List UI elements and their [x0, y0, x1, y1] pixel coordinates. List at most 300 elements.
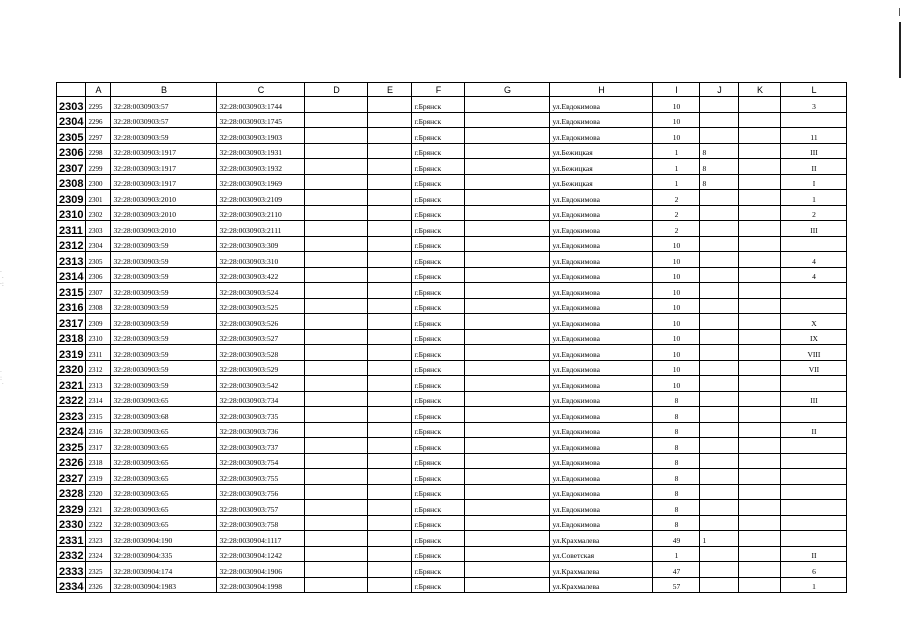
cell-i: 2: [653, 190, 700, 206]
cell-f: г.Брянск: [412, 376, 465, 392]
cell-f: г.Брянск: [412, 143, 465, 159]
cell-l: [781, 469, 847, 485]
cell-e: [368, 438, 412, 454]
row-number: 2306: [57, 143, 86, 159]
cell-b: 32:28:0030903:59: [111, 236, 217, 252]
cell-b: 32:28:0030903:65: [111, 515, 217, 531]
cell-i: 10: [653, 267, 700, 283]
cell-a: 2320: [86, 484, 111, 500]
cell-f: г.Брянск: [412, 531, 465, 547]
column-header-k: K: [739, 83, 781, 97]
cell-h: ул.Евдокимова: [550, 283, 653, 299]
cell-d: [305, 484, 368, 500]
cell-b: 32:28:0030903:59: [111, 283, 217, 299]
cell-e: [368, 298, 412, 314]
cell-c: 32:28:0030903:310: [217, 252, 305, 268]
row-number: 2318: [57, 329, 86, 345]
cell-c: 32:28:0030903:734: [217, 391, 305, 407]
cell-h: ул.Евдокимова: [550, 205, 653, 221]
cell-b: 32:28:0030903:65: [111, 500, 217, 516]
cell-c: 32:28:0030903:529: [217, 360, 305, 376]
cell-f: г.Брянск: [412, 128, 465, 144]
cell-h: ул.Евдокимова: [550, 453, 653, 469]
scan-mark: [899, 8, 900, 16]
cell-d: [305, 562, 368, 578]
cell-f: г.Брянск: [412, 577, 465, 593]
cell-g: [465, 298, 550, 314]
scan-noise: · : ·: [0, 369, 4, 388]
cell-d: [305, 112, 368, 128]
cell-l: 11: [781, 128, 847, 144]
cell-a: 2307: [86, 283, 111, 299]
cell-g: [465, 329, 550, 345]
cell-h: ул.Евдокимова: [550, 422, 653, 438]
cell-k: [739, 298, 781, 314]
cell-d: [305, 159, 368, 175]
cell-d: [305, 329, 368, 345]
cell-e: [368, 236, 412, 252]
cell-b: 32:28:0030904:174: [111, 562, 217, 578]
cell-c: 32:28:0030903:736: [217, 422, 305, 438]
cell-k: [739, 97, 781, 113]
row-number: 2317: [57, 314, 86, 330]
cell-l: 4: [781, 252, 847, 268]
cell-h: ул.Евдокимова: [550, 438, 653, 454]
cell-b: 32:28:0030903:59: [111, 314, 217, 330]
column-header-corner: [57, 83, 86, 97]
scan-noise: · · ·:: [0, 269, 4, 288]
cell-i: 1: [653, 159, 700, 175]
cell-l: II: [781, 422, 847, 438]
cell-k: [739, 345, 781, 361]
cell-j: [700, 112, 739, 128]
row-number: 2308: [57, 174, 86, 190]
row-number: 2316: [57, 298, 86, 314]
cell-c: 32:28:0030903:758: [217, 515, 305, 531]
cell-c: 32:28:0030903:756: [217, 484, 305, 500]
cell-j: [700, 205, 739, 221]
cell-e: [368, 159, 412, 175]
cell-g: [465, 453, 550, 469]
cell-a: 2325: [86, 562, 111, 578]
cell-a: 2302: [86, 205, 111, 221]
cell-c: 32:28:0030903:525: [217, 298, 305, 314]
cell-h: ул.Евдокимова: [550, 97, 653, 113]
cell-k: [739, 407, 781, 423]
cell-l: I: [781, 174, 847, 190]
cell-d: [305, 267, 368, 283]
table-row: [57, 128, 847, 144]
cell-l: III: [781, 391, 847, 407]
cell-l: VIII: [781, 345, 847, 361]
row-number: 2326: [57, 453, 86, 469]
cell-j: [700, 360, 739, 376]
cell-j: [700, 546, 739, 562]
table-row: [57, 531, 847, 547]
cell-d: [305, 143, 368, 159]
cell-h: ул.Евдокимова: [550, 500, 653, 516]
table-row: [57, 159, 847, 175]
cell-e: [368, 484, 412, 500]
cell-e: [368, 391, 412, 407]
cell-g: [465, 97, 550, 113]
column-header-l: L: [781, 83, 847, 97]
cell-i: 8: [653, 438, 700, 454]
cell-g: [465, 221, 550, 237]
cell-k: [739, 205, 781, 221]
spreadsheet-table: [56, 82, 847, 593]
column-header-e: E: [368, 83, 412, 97]
cell-j: [700, 407, 739, 423]
cell-k: [739, 159, 781, 175]
table-row: [57, 252, 847, 268]
cell-b: 32:28:0030903:1917: [111, 174, 217, 190]
cell-e: [368, 577, 412, 593]
cell-f: г.Брянск: [412, 391, 465, 407]
cell-a: 2296: [86, 112, 111, 128]
table-row: [57, 438, 847, 454]
cell-b: 32:28:0030903:65: [111, 438, 217, 454]
cell-a: 2301: [86, 190, 111, 206]
cell-l: [781, 236, 847, 252]
table-body: [57, 97, 847, 593]
cell-i: 10: [653, 329, 700, 345]
cell-k: [739, 252, 781, 268]
cell-j: [700, 236, 739, 252]
row-number: 2313: [57, 252, 86, 268]
cell-i: 57: [653, 577, 700, 593]
table-row: [57, 577, 847, 593]
cell-i: 10: [653, 97, 700, 113]
cell-h: ул.Евдокимова: [550, 112, 653, 128]
cell-k: [739, 515, 781, 531]
cell-k: [739, 422, 781, 438]
cell-j: [700, 314, 739, 330]
row-number: 2325: [57, 438, 86, 454]
cell-g: [465, 407, 550, 423]
cell-f: г.Брянск: [412, 252, 465, 268]
cell-i: 1: [653, 546, 700, 562]
cell-h: ул.Евдокимова: [550, 252, 653, 268]
cell-e: [368, 376, 412, 392]
cell-d: [305, 283, 368, 299]
cell-k: [739, 500, 781, 516]
table-row: [57, 143, 847, 159]
row-number: 2311: [57, 221, 86, 237]
cell-j: [700, 283, 739, 299]
cell-a: 2318: [86, 453, 111, 469]
cell-l: [781, 283, 847, 299]
cell-l: II: [781, 546, 847, 562]
cell-h: ул.Евдокимова: [550, 190, 653, 206]
cell-g: [465, 174, 550, 190]
cell-j: [700, 469, 739, 485]
cell-l: III: [781, 221, 847, 237]
cell-i: 8: [653, 453, 700, 469]
cell-f: г.Брянск: [412, 345, 465, 361]
cell-k: [739, 267, 781, 283]
cell-j: 1: [700, 531, 739, 547]
cell-j: [700, 298, 739, 314]
cell-f: г.Брянск: [412, 515, 465, 531]
cell-a: 2312: [86, 360, 111, 376]
cell-l: [781, 515, 847, 531]
row-number: 2304: [57, 112, 86, 128]
cell-g: [465, 546, 550, 562]
cell-h: ул.Крахмалева: [550, 562, 653, 578]
cell-a: 2297: [86, 128, 111, 144]
cell-j: [700, 345, 739, 361]
cell-e: [368, 562, 412, 578]
cell-e: [368, 469, 412, 485]
column-header-j: J: [700, 83, 739, 97]
table-row: [57, 422, 847, 438]
cell-l: [781, 531, 847, 547]
cell-l: 1: [781, 190, 847, 206]
cell-d: [305, 190, 368, 206]
cell-h: ул.Евдокимова: [550, 221, 653, 237]
cell-g: [465, 376, 550, 392]
table-row: [57, 407, 847, 423]
table-row: [57, 205, 847, 221]
cell-c: 32:28:0030904:1998: [217, 577, 305, 593]
cell-g: [465, 391, 550, 407]
table-row: [57, 391, 847, 407]
column-header-h: H: [550, 83, 653, 97]
cell-k: [739, 546, 781, 562]
cell-e: [368, 314, 412, 330]
cell-a: 2295: [86, 97, 111, 113]
cell-i: 8: [653, 500, 700, 516]
cell-b: 32:28:0030903:59: [111, 345, 217, 361]
cell-a: 2326: [86, 577, 111, 593]
cell-d: [305, 205, 368, 221]
cell-f: г.Брянск: [412, 174, 465, 190]
cell-d: [305, 128, 368, 144]
column-header-a: A: [86, 83, 111, 97]
cell-j: [700, 221, 739, 237]
cell-i: 2: [653, 221, 700, 237]
table-row: [57, 329, 847, 345]
cell-l: [781, 438, 847, 454]
cell-b: 32:28:0030903:59: [111, 298, 217, 314]
cell-h: ул.Евдокимова: [550, 469, 653, 485]
cell-g: [465, 159, 550, 175]
cell-i: 10: [653, 236, 700, 252]
cell-a: 2311: [86, 345, 111, 361]
table-row: [57, 283, 847, 299]
row-number: 2334: [57, 577, 86, 593]
cell-j: [700, 577, 739, 593]
cell-f: г.Брянск: [412, 500, 465, 516]
cell-e: [368, 515, 412, 531]
cell-a: 2324: [86, 546, 111, 562]
cell-l: [781, 376, 847, 392]
cell-i: 2: [653, 205, 700, 221]
column-header-i: I: [653, 83, 700, 97]
cell-h: ул.Евдокимова: [550, 267, 653, 283]
cell-k: [739, 143, 781, 159]
column-header-d: D: [305, 83, 368, 97]
table-row: [57, 190, 847, 206]
cell-f: г.Брянск: [412, 267, 465, 283]
cell-e: [368, 453, 412, 469]
cell-d: [305, 577, 368, 593]
cell-h: ул.Евдокимова: [550, 407, 653, 423]
cell-j: 8: [700, 143, 739, 159]
cell-h: ул.Евдокимова: [550, 314, 653, 330]
cell-h: ул.Евдокимова: [550, 128, 653, 144]
cell-j: [700, 422, 739, 438]
cell-h: ул.Евдокимова: [550, 484, 653, 500]
cell-c: 32:28:0030903:735: [217, 407, 305, 423]
cell-i: 8: [653, 391, 700, 407]
cell-e: [368, 500, 412, 516]
cell-g: [465, 422, 550, 438]
row-number: 2303: [57, 97, 86, 113]
cell-f: г.Брянск: [412, 190, 465, 206]
cell-h: ул.Советская: [550, 546, 653, 562]
cell-l: 2: [781, 205, 847, 221]
row-number: 2319: [57, 345, 86, 361]
cell-f: г.Брянск: [412, 329, 465, 345]
cell-i: 10: [653, 252, 700, 268]
table-row: [57, 469, 847, 485]
column-header-row: [57, 83, 847, 97]
cell-j: [700, 484, 739, 500]
cell-h: ул.Евдокимова: [550, 360, 653, 376]
cell-f: г.Брянск: [412, 97, 465, 113]
cell-d: [305, 438, 368, 454]
cell-c: 32:28:0030904:1117: [217, 531, 305, 547]
cell-a: 2322: [86, 515, 111, 531]
table-row: [57, 484, 847, 500]
cell-f: г.Брянск: [412, 360, 465, 376]
cell-f: г.Брянск: [412, 298, 465, 314]
cell-d: [305, 546, 368, 562]
cell-k: [739, 484, 781, 500]
cell-a: 2314: [86, 391, 111, 407]
cell-c: 32:28:0030903:737: [217, 438, 305, 454]
cell-l: VII: [781, 360, 847, 376]
cell-k: [739, 376, 781, 392]
cell-b: 32:28:0030903:59: [111, 329, 217, 345]
cell-j: [700, 500, 739, 516]
row-number: 2321: [57, 376, 86, 392]
cell-b: 32:28:0030903:65: [111, 453, 217, 469]
cell-c: 32:28:0030903:528: [217, 345, 305, 361]
cell-e: [368, 283, 412, 299]
cell-g: [465, 515, 550, 531]
cell-k: [739, 469, 781, 485]
cell-b: 32:28:0030903:59: [111, 267, 217, 283]
cell-e: [368, 252, 412, 268]
cell-h: ул.Бежицкая: [550, 159, 653, 175]
row-number: 2307: [57, 159, 86, 175]
cell-g: [465, 500, 550, 516]
cell-f: г.Брянск: [412, 546, 465, 562]
cell-g: [465, 236, 550, 252]
cell-k: [739, 174, 781, 190]
cell-k: [739, 562, 781, 578]
cell-h: ул.Крахмалева: [550, 531, 653, 547]
cell-b: 32:28:0030903:2010: [111, 205, 217, 221]
cell-j: [700, 97, 739, 113]
cell-g: [465, 360, 550, 376]
cell-d: [305, 500, 368, 516]
cell-c: 32:28:0030903:309: [217, 236, 305, 252]
cell-h: ул.Евдокимова: [550, 345, 653, 361]
cell-a: 2315: [86, 407, 111, 423]
cell-a: 2323: [86, 531, 111, 547]
cell-f: г.Брянск: [412, 283, 465, 299]
cell-d: [305, 221, 368, 237]
cell-l: [781, 407, 847, 423]
row-number: 2310: [57, 205, 86, 221]
table-row: [57, 236, 847, 252]
cell-l: X: [781, 314, 847, 330]
cell-g: [465, 484, 550, 500]
cell-f: г.Брянск: [412, 407, 465, 423]
cell-e: [368, 546, 412, 562]
cell-j: 8: [700, 159, 739, 175]
table-row: [57, 546, 847, 562]
cell-g: [465, 345, 550, 361]
row-number: 2330: [57, 515, 86, 531]
cell-g: [465, 562, 550, 578]
table-row: [57, 221, 847, 237]
cell-k: [739, 236, 781, 252]
cell-e: [368, 531, 412, 547]
cell-k: [739, 128, 781, 144]
cell-i: 1: [653, 143, 700, 159]
cell-e: [368, 112, 412, 128]
cell-b: 32:28:0030903:57: [111, 112, 217, 128]
table-row: [57, 562, 847, 578]
cell-c: 32:28:0030903:1744: [217, 97, 305, 113]
row-number: 2333: [57, 562, 86, 578]
cell-b: 32:28:0030904:335: [111, 546, 217, 562]
cell-i: 10: [653, 376, 700, 392]
table-row: [57, 174, 847, 190]
cell-a: 2317: [86, 438, 111, 454]
cell-g: [465, 205, 550, 221]
row-number: 2312: [57, 236, 86, 252]
cell-f: г.Брянск: [412, 562, 465, 578]
cell-c: 32:28:0030903:755: [217, 469, 305, 485]
cell-h: ул.Евдокимова: [550, 376, 653, 392]
cell-a: 2305: [86, 252, 111, 268]
cell-b: 32:28:0030903:59: [111, 128, 217, 144]
cell-b: 32:28:0030904:190: [111, 531, 217, 547]
cell-a: 2306: [86, 267, 111, 283]
cell-d: [305, 236, 368, 252]
cell-d: [305, 422, 368, 438]
table-row: [57, 500, 847, 516]
cell-g: [465, 143, 550, 159]
cell-c: 32:28:0030903:1932: [217, 159, 305, 175]
cell-k: [739, 453, 781, 469]
cell-g: [465, 283, 550, 299]
cell-g: [465, 438, 550, 454]
cell-j: [700, 376, 739, 392]
cell-e: [368, 97, 412, 113]
cell-l: 3: [781, 97, 847, 113]
cell-i: 10: [653, 283, 700, 299]
cell-c: 32:28:0030903:1931: [217, 143, 305, 159]
cell-k: [739, 438, 781, 454]
cell-k: [739, 314, 781, 330]
